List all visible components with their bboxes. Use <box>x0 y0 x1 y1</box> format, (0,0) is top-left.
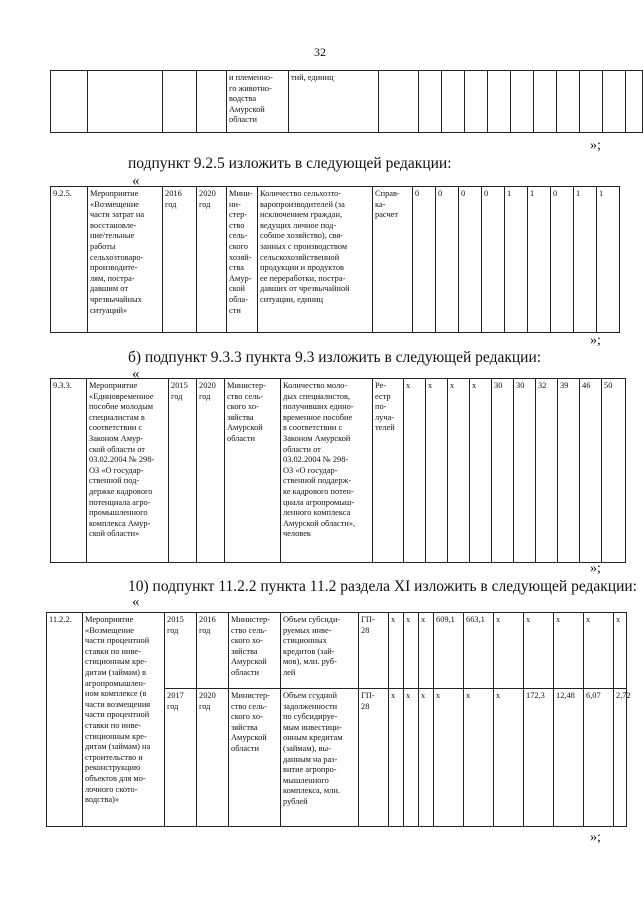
table-cell: x <box>389 613 404 689</box>
closing-quote-4: »; <box>590 830 601 845</box>
table-cell <box>379 71 419 133</box>
table-cell: 1 <box>505 187 528 333</box>
table-cell: 1 <box>597 187 620 333</box>
table-cell: 2020 год <box>197 689 229 827</box>
table-cell: 2015 год <box>165 613 197 689</box>
table-cell: 12,48 <box>554 689 584 827</box>
table-cell: x <box>404 379 426 563</box>
table-cell: Ре- естр по- луча- телей <box>373 379 404 563</box>
opening-quote-1: « <box>132 173 140 189</box>
page-number: 32 <box>314 45 326 59</box>
table-cell: Министер- ство сель- ского хо- зяйства Амурской области <box>225 379 281 563</box>
table-cell: Объем субсиди- руемых инве- стиционных кредитов (зай- мов), млн. руб- лей <box>281 613 359 689</box>
table-cell: 2,72 <box>614 689 627 827</box>
table-cell: 0 <box>436 187 459 333</box>
table-cell: x <box>584 613 614 689</box>
table-cell: 32 <box>536 379 558 563</box>
table-cell <box>511 71 534 133</box>
table-cell <box>534 71 557 133</box>
table-cell: 0 <box>482 187 505 333</box>
table-cell: x <box>404 613 419 689</box>
table-cell <box>557 71 580 133</box>
opening-quote-3: « <box>132 594 140 610</box>
table-cell: 2020 год <box>197 187 227 333</box>
table-cell: 2020 год <box>197 379 225 563</box>
table-cell: 172,3 <box>524 689 554 827</box>
table-cell: Количество сельхозто- варопроизводителей (за исключением граждан, ведущих личное под- собное хозяйство), свя- занных с производством сельскохозяйственной продукции и продуктов ее переработки, постра- давших от чрезвычайной ситуации, единиц <box>258 187 373 333</box>
table-cell: 2016 год <box>197 613 229 689</box>
table-cell: x <box>389 689 404 827</box>
table-row <box>51 71 643 133</box>
table-row <box>51 187 637 333</box>
table-row <box>51 379 626 563</box>
table-cell: x <box>464 689 494 827</box>
table-cell <box>465 71 488 133</box>
table-cell: x <box>494 613 524 689</box>
table-cell: и племенно- го животно- водства Амурской области <box>227 71 289 133</box>
table-cell: x <box>419 689 434 827</box>
table-cell: Мини- ни- стер- ство сель- ского хозяй- ства Амур- ской обла- сти <box>227 187 258 333</box>
table-cell: 30 <box>514 379 536 563</box>
table-cell: 663,1 <box>464 613 494 689</box>
opening-quote-2: « <box>132 366 140 382</box>
table-cell: 2017 год <box>165 689 197 827</box>
heading-subpoint-9-3-3: б) подпункт 9.3.3 пункта 9.3 изложить в следующей редакции: <box>128 349 542 366</box>
table-cell: 50 <box>602 379 626 563</box>
table-cell: 9.3.3. <box>51 379 87 563</box>
table-11-2-2 <box>46 612 631 827</box>
table-cell: Справ- ка- расчет <box>373 187 413 333</box>
heading-subpoint-9-2-5: подпункт 9.2.5 изложить в следующей редакции: <box>128 155 452 172</box>
table-cell <box>51 71 88 133</box>
table-cell: 0 <box>413 187 436 333</box>
table-9-2-5 <box>50 186 637 333</box>
closing-quote-3: »; <box>590 561 601 576</box>
table-cell: 1 <box>574 187 597 333</box>
table-cell: x <box>426 379 448 563</box>
table-cell: Объем ссудной задолженности по субсидируе- мым инвестици- онным кредитам (займам), вы- данным на раз- витие агропро- мышленного комплекса, млн. рублей <box>281 689 359 827</box>
table-cell: x <box>614 613 627 689</box>
table-cell: 1 <box>528 187 551 333</box>
table-cell <box>163 71 197 133</box>
table-cell <box>488 71 511 133</box>
table-9-3-3 <box>50 378 626 563</box>
table-cell: x <box>494 689 524 827</box>
table-cell: ГП- 28 <box>359 689 389 827</box>
table-cell: Министер- ство сель- ского хо- зяйства Амурской области <box>229 689 281 827</box>
table-cell: Мероприятие «Возмещение части процентной ставки по инве- стиционным кре- дитам (займам) в агропромышлен- ном комплексе (в части возмещения части процентной ставки по инве- стиционным кре- дитам (займам) на строительство и реконструкцию объектов для мо- лочного ското- водства)» <box>83 613 165 827</box>
table-cell: 0 <box>551 187 574 333</box>
table-cell: x <box>448 379 470 563</box>
table-cell: 11.2.2. <box>47 613 83 827</box>
heading-subpoint-11-2-2: 10) подпункт 11.2.2 пункта 11.2 раздела XI изложить в следующей редакции: <box>128 578 637 595</box>
table-cell: x <box>554 613 584 689</box>
table-cell: x <box>419 613 434 689</box>
closing-quote-2: »; <box>590 333 601 348</box>
table-cell <box>419 71 442 133</box>
table-cell: 39 <box>558 379 580 563</box>
table-cell <box>626 71 643 133</box>
closing-quote-1: »; <box>590 138 601 153</box>
table-cell <box>197 71 227 133</box>
table-cell: x <box>524 613 554 689</box>
table-cell: 9.2.5. <box>51 187 88 333</box>
table-cell: Количество моло- дых специалистов, получивших едино- временное пособие в соответствии с Законом Амурской области от 03.02.2004 № 298- ОЗ «О государ- ственной поддерж- ке кадрового потен- циала агропромыш- ленного комплекса Амурской области», человек <box>281 379 373 563</box>
table-cell: 46 <box>580 379 602 563</box>
table-cell: Мероприятие «Возмещение части затрат на восстановле- ние/тельные работы сельхозтоваро- производите- лям, постра- давшим от чрезвычайных ситуаций» <box>88 187 163 333</box>
table-cell <box>88 71 163 133</box>
table-cell: Министер- ство сель- ского хо- зяйства Амурской области <box>229 613 281 689</box>
table-cell <box>442 71 465 133</box>
table-cell: 6,07 <box>584 689 614 827</box>
table-cell <box>580 71 603 133</box>
table-cell: x <box>434 689 464 827</box>
table-cell: x <box>404 689 419 827</box>
table-cell: ГП- 28 <box>359 613 389 689</box>
table-cell: 2015 год <box>169 379 197 563</box>
table-cell: x <box>470 379 492 563</box>
table-cell: 2016 год <box>163 187 197 333</box>
table-cell: тий, единиц <box>289 71 379 133</box>
table-cell: 30 <box>492 379 514 563</box>
table-cell: Мероприятие «Единовременное пособие молодым специалистам в соответствии с Законом Амур- ской области от 03.02.2004 № 298- ОЗ «О государ- ственной под- держке кадрового потенциала агро- промышленного комплекса Амур- ской области» <box>87 379 169 563</box>
table-cell: 609,1 <box>434 613 464 689</box>
table-fragment-top <box>50 70 643 133</box>
table-cell <box>603 71 626 133</box>
table-cell: 0 <box>459 187 482 333</box>
